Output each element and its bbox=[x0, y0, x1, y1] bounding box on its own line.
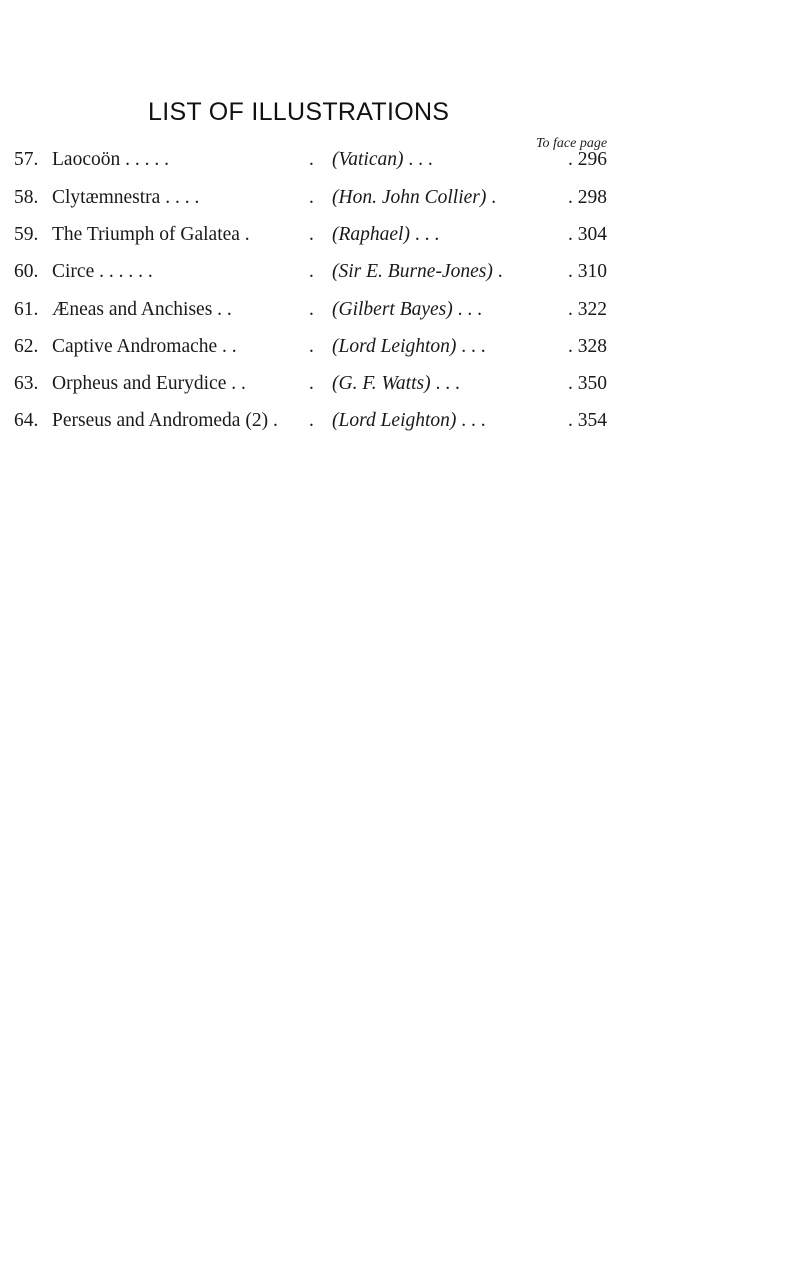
entry-page: . 296 bbox=[568, 149, 607, 170]
title-leader: . bbox=[309, 149, 314, 170]
entry-page: . 350 bbox=[568, 373, 607, 394]
entry-number: 58. bbox=[14, 187, 39, 208]
entry-artist: (Gilbert Bayes) . . . bbox=[332, 299, 483, 320]
list-item bbox=[0, 149, 800, 179]
entry-title: Circe . . . . . . bbox=[52, 261, 153, 282]
entry-artist: (Vatican) . . . bbox=[332, 149, 433, 170]
entry-page: . 310 bbox=[568, 261, 607, 282]
list-item bbox=[0, 410, 800, 440]
entry-title: Perseus and Andromeda (2) . bbox=[52, 410, 278, 431]
title-leader: . bbox=[309, 410, 314, 431]
entry-artist: (Hon. John Collier) . bbox=[332, 187, 497, 208]
entry-page: . 322 bbox=[568, 299, 607, 320]
list-item bbox=[0, 187, 800, 217]
entry-page: . 298 bbox=[568, 187, 607, 208]
title-leader: . bbox=[309, 373, 314, 394]
title-leader: . bbox=[309, 336, 314, 357]
list-item bbox=[0, 261, 800, 291]
entry-artist: (Raphael) . . . bbox=[332, 224, 440, 245]
title-leader: . bbox=[309, 187, 314, 208]
entry-artist: (Sir E. Burne-Jones) . bbox=[332, 261, 503, 282]
title-leader: . bbox=[309, 224, 314, 245]
entry-page: . 354 bbox=[568, 410, 607, 431]
list-item bbox=[0, 373, 800, 403]
page-title: LIST OF ILLUSTRATIONS bbox=[148, 98, 450, 126]
entry-artist: (Lord Leighton) . . . bbox=[332, 410, 486, 431]
entry-page: . 328 bbox=[568, 336, 607, 357]
list-item bbox=[0, 224, 800, 254]
list-item bbox=[0, 336, 800, 366]
entry-number: 63. bbox=[14, 373, 39, 394]
entry-number: 57. bbox=[14, 149, 39, 170]
list-item bbox=[0, 299, 800, 329]
entry-number: 64. bbox=[14, 410, 39, 431]
entry-artist: (G. F. Watts) . . . bbox=[332, 373, 460, 394]
entry-title: The Triumph of Galatea . bbox=[52, 224, 250, 245]
entry-page: . 304 bbox=[568, 224, 607, 245]
column-header: To face page bbox=[536, 136, 608, 151]
entry-title: Laocoön . . . . . bbox=[52, 149, 169, 170]
entry-title: Æneas and Anchises . . bbox=[52, 299, 232, 320]
entry-title: Captive Andromache . . bbox=[52, 336, 237, 357]
entry-title: Orpheus and Eurydice . . bbox=[52, 373, 246, 394]
entry-artist: (Lord Leighton) . . . bbox=[332, 336, 486, 357]
entry-number: 62. bbox=[14, 336, 39, 357]
title-leader: . bbox=[309, 299, 314, 320]
entry-number: 60. bbox=[14, 261, 39, 282]
entry-number: 61. bbox=[14, 299, 39, 320]
title-leader: . bbox=[309, 261, 314, 282]
entry-number: 59. bbox=[14, 224, 39, 245]
entry-title: Clytæmnestra . . . . bbox=[52, 187, 200, 208]
